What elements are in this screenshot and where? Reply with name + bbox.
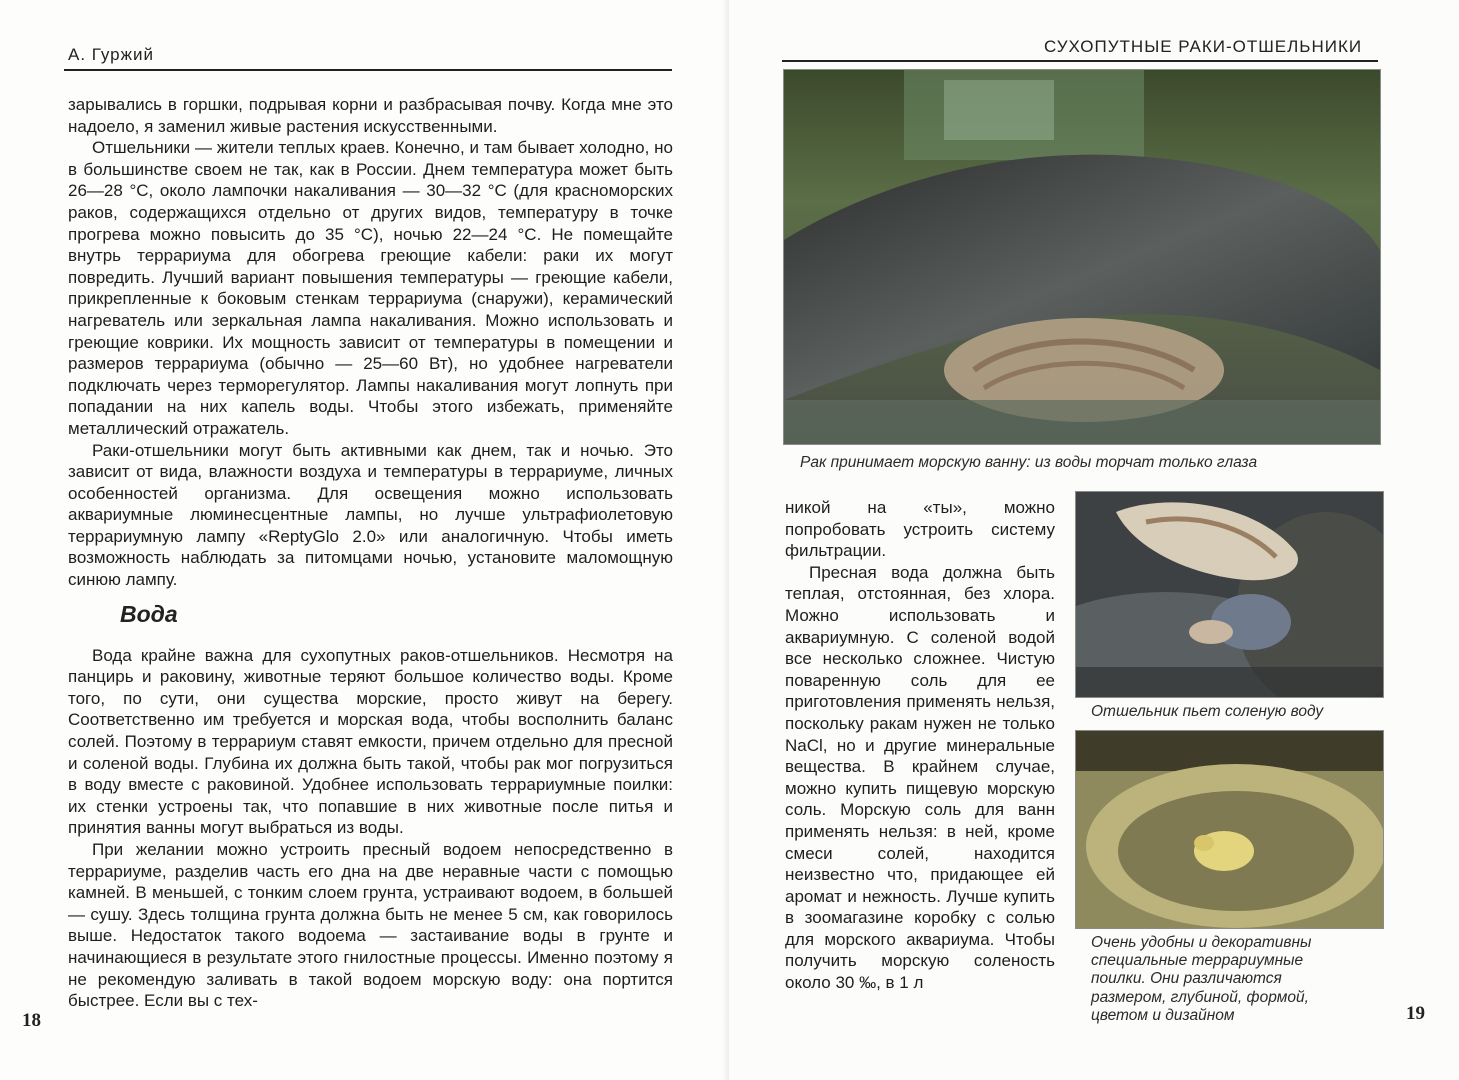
left-page — [0, 0, 729, 1080]
photo-caption: Очень удобны и декоративны специальные террариумные поилки. Они различаются размером, глубиной, формой, цветом и дизайном — [1091, 934, 1312, 1024]
paragraph: зарывались в горшки, подрывая корни и разбрасывая почву. Когда мне это надоело, я заменил живые растения искусственными. — [68, 95, 673, 136]
photo-water-dish — [1075, 730, 1384, 929]
right-text-column — [785, 497, 1055, 994]
page-number: 18 — [22, 1010, 41, 1031]
left-text-column — [68, 94, 673, 1012]
page-number: 19 — [1406, 1003, 1425, 1024]
photo-caption: Рак принимает морскую ванну: из воды торчат только глаза — [800, 454, 1258, 471]
photo-crab-bathing — [783, 69, 1381, 445]
paragraph: Вода крайне важна для сухопутных раков-отшельников. Несмотря на панцирь и раковину, животные теряют большое количество воды. Кроме того, по сути, они существа морские, просто живут на берегу. Соответственно им требуется и морская вода, чтобы восполнить баланс солей. Поэтому в террариум ставят емкости, причем отдельно для пресной и соленой воды. Глубина их должна быть такой, чтобы рак мог погрузиться в воду вместе с раковиной. Удобнее использовать террариумные поилки: их стенки устроены так, что попавшие в них животные после питья и принятия ванны могут выбраться из воды. — [68, 645, 673, 838]
header-rule — [782, 60, 1378, 62]
photo-crab-drinking — [1075, 491, 1384, 698]
paragraph: никой на «ты», можно попробовать устроить систему фильтрации. — [785, 498, 1055, 561]
paragraph: Отшельники — жители теплых краев. Конечно, и там бывает холодно, но в большинстве своем не так, как в России. Днем температура может быть 26—28 °С, около лампочки накаливания — 30—32 °С (для красноморских раков, содержащихся отдельно от других видов, температуру в точке прогрева можно повысить до 35 °С), ночью 22—24 °С. Не помещайте внутрь террариума для обогрева греющие кабели: раки их могут повредить. Лучший вариант повышения температуры — греющие кабели, прикрепленные к боковым стенкам террариума (снаружи), керамический нагреватель или зеркальная лампа накаливания. Можно использовать и греющие коврики. Их мощность зависит от температуры в помещении и размеров террариума (обычно — 25—60 Вт), но удобнее нагреватели подключать через терморегулятор. Лампы накаливания могут лопнуть при попадании на них капель воды. Чтобы этого избежать, применяйте металлический отражатель. — [68, 138, 673, 438]
right-page — [729, 0, 1459, 1080]
section-heading: Вода — [120, 600, 178, 627]
photo-caption: Отшельник пьет соленую воду — [1091, 703, 1324, 720]
paragraph: Раки-отшельники могут быть активными как днем, так и ночью. Это зависит от вида, влажности воздуха и температуры в террариуме, личных особенностей организма. Для освещения можно использовать аквариумные люминесцентные лампы, но лучше ультрафиолетовую террариумную лампу «ReptyGlo 2.0» или аналогичную. Чтобы иметь возможность наблюдать за питомцами ночью, установите маломощную синюю лампу. — [68, 440, 673, 590]
header-rule — [64, 69, 672, 71]
author-running-head: А. Гуржий — [68, 45, 154, 64]
paragraph: Пресная вода должна быть теплая, отстоянная, без хлора. Можно использовать и аквариумную. С соленой водой все несколько сложнее. Чистую поваренную соль для ее приготовления применять нельзя, поскольку ракам нужен не только NaCl, но и другие минеральные вещества. В крайнем случае, можно купить пищевую морскую соль. Морскую соль для ванн применять нельзя: в ней, кроме смеси солей, находится неизвестно что, придающее ей аромат и нежность. Лучше купить в зоомагазине коробку с солью для морского аквариума. Чтобы получить морскую соленость около 30 ‰, в 1 л — [785, 562, 1055, 993]
paragraph: При желании можно устроить пресный водоем непосредственно в террариуме, разделив часть его дна на две неравные части с помощью камней. В меньшей, с тонким слоем грунта, устраивают водоем, в большей — сушу. Здесь толщина грунта должна быть не менее 5 см, как говорилось выше. Недостаток такого водоема — застаивание воды в грунте и начинающиеся в результате этого гнилостные процессы. Именно поэтому я не рекомендую заливать в такой водоем морскую воду: она портится быстрее. Если вы с тех- — [68, 840, 673, 1011]
chapter-running-head: СУХОПУТНЫЕ РАКИ-ОТШЕЛЬНИКИ — [1044, 37, 1363, 56]
